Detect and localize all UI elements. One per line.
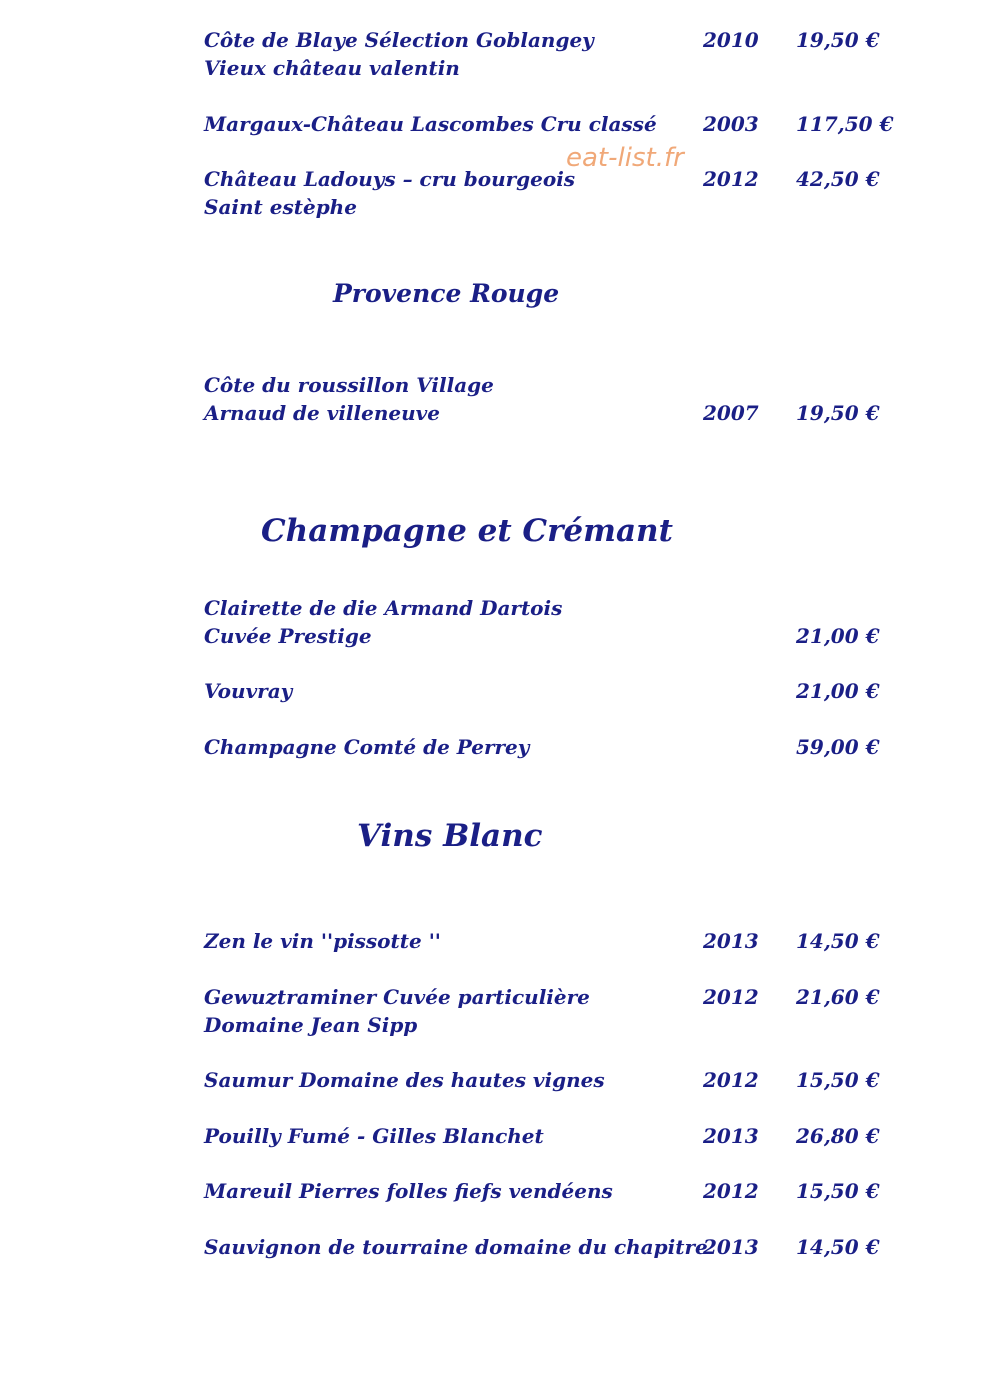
wine-year: 2012 (703, 1179, 759, 1203)
section-heading: Vins Blanc (357, 818, 543, 854)
wine-price: 21,00 € (796, 624, 880, 648)
wine-name-line: Margaux-Château Lascombes Cru classé (204, 112, 657, 136)
wine-name-line: Mareuil Pierres folles fiefs vendéens (204, 1179, 613, 1203)
wine-year: 2010 (703, 28, 759, 52)
wine-name-line: Saint estèphe (204, 195, 357, 219)
wine-name-line: Vouvray (204, 679, 293, 703)
wine-name-line: Vieux château valentin (204, 56, 460, 80)
wine-year: 2013 (703, 1235, 759, 1259)
wine-year: 2012 (703, 985, 759, 1009)
wine-price: 15,50 € (796, 1179, 880, 1203)
wine-year: 2013 (703, 1124, 759, 1148)
wine-name-line: Côte de Blaye Sélection Goblangey (204, 28, 594, 52)
wine-name-line: Gewuztraminer Cuvée particulière (204, 985, 590, 1009)
wine-price: 19,50 € (796, 401, 880, 425)
wine-name-line: Château Ladouys – cru bourgeois (204, 167, 576, 191)
wine-year: 2013 (703, 929, 759, 953)
wine-year: 2007 (703, 401, 759, 425)
wine-price: 59,00 € (796, 735, 880, 759)
wine-year: 2003 (703, 112, 759, 136)
wine-name-line: Clairette de die Armand Dartois (204, 596, 563, 620)
wine-price: 19,50 € (796, 28, 880, 52)
wine-year: 2012 (703, 1068, 759, 1092)
wine-price: 42,50 € (796, 167, 880, 191)
watermark: eat-list.fr (566, 143, 684, 173)
wine-price: 26,80 € (796, 1124, 880, 1148)
wine-name-line: Cuvée Prestige (204, 624, 372, 648)
wine-name-line: Arnaud de villeneuve (204, 401, 441, 425)
wine-name-line: Côte du roussillon Village (204, 373, 494, 397)
wine-name-line: Sauvignon de tourraine domaine du chapitre (204, 1235, 708, 1259)
wine-price: 117,50 € (796, 112, 894, 136)
wine-price: 21,00 € (796, 679, 880, 703)
wine-name-line: Zen le vin ''pissotte '' (204, 929, 441, 953)
wine-price: 15,50 € (796, 1068, 880, 1092)
wine-name-line: Champagne Comté de Perrey (204, 735, 530, 759)
wine-name-line: Pouilly Fumé - Gilles Blanchet (204, 1124, 544, 1148)
wine-price: 21,60 € (796, 985, 880, 1009)
wine-name-line: Saumur Domaine des hautes vignes (204, 1068, 605, 1092)
wine-price: 14,50 € (796, 1235, 880, 1259)
wine-price: 14,50 € (796, 929, 880, 953)
section-heading: Provence Rouge (333, 279, 560, 308)
wine-name-line: Domaine Jean Sipp (204, 1013, 418, 1037)
wine-year: 2012 (703, 167, 759, 191)
section-heading: Champagne et Crémant (261, 513, 673, 549)
